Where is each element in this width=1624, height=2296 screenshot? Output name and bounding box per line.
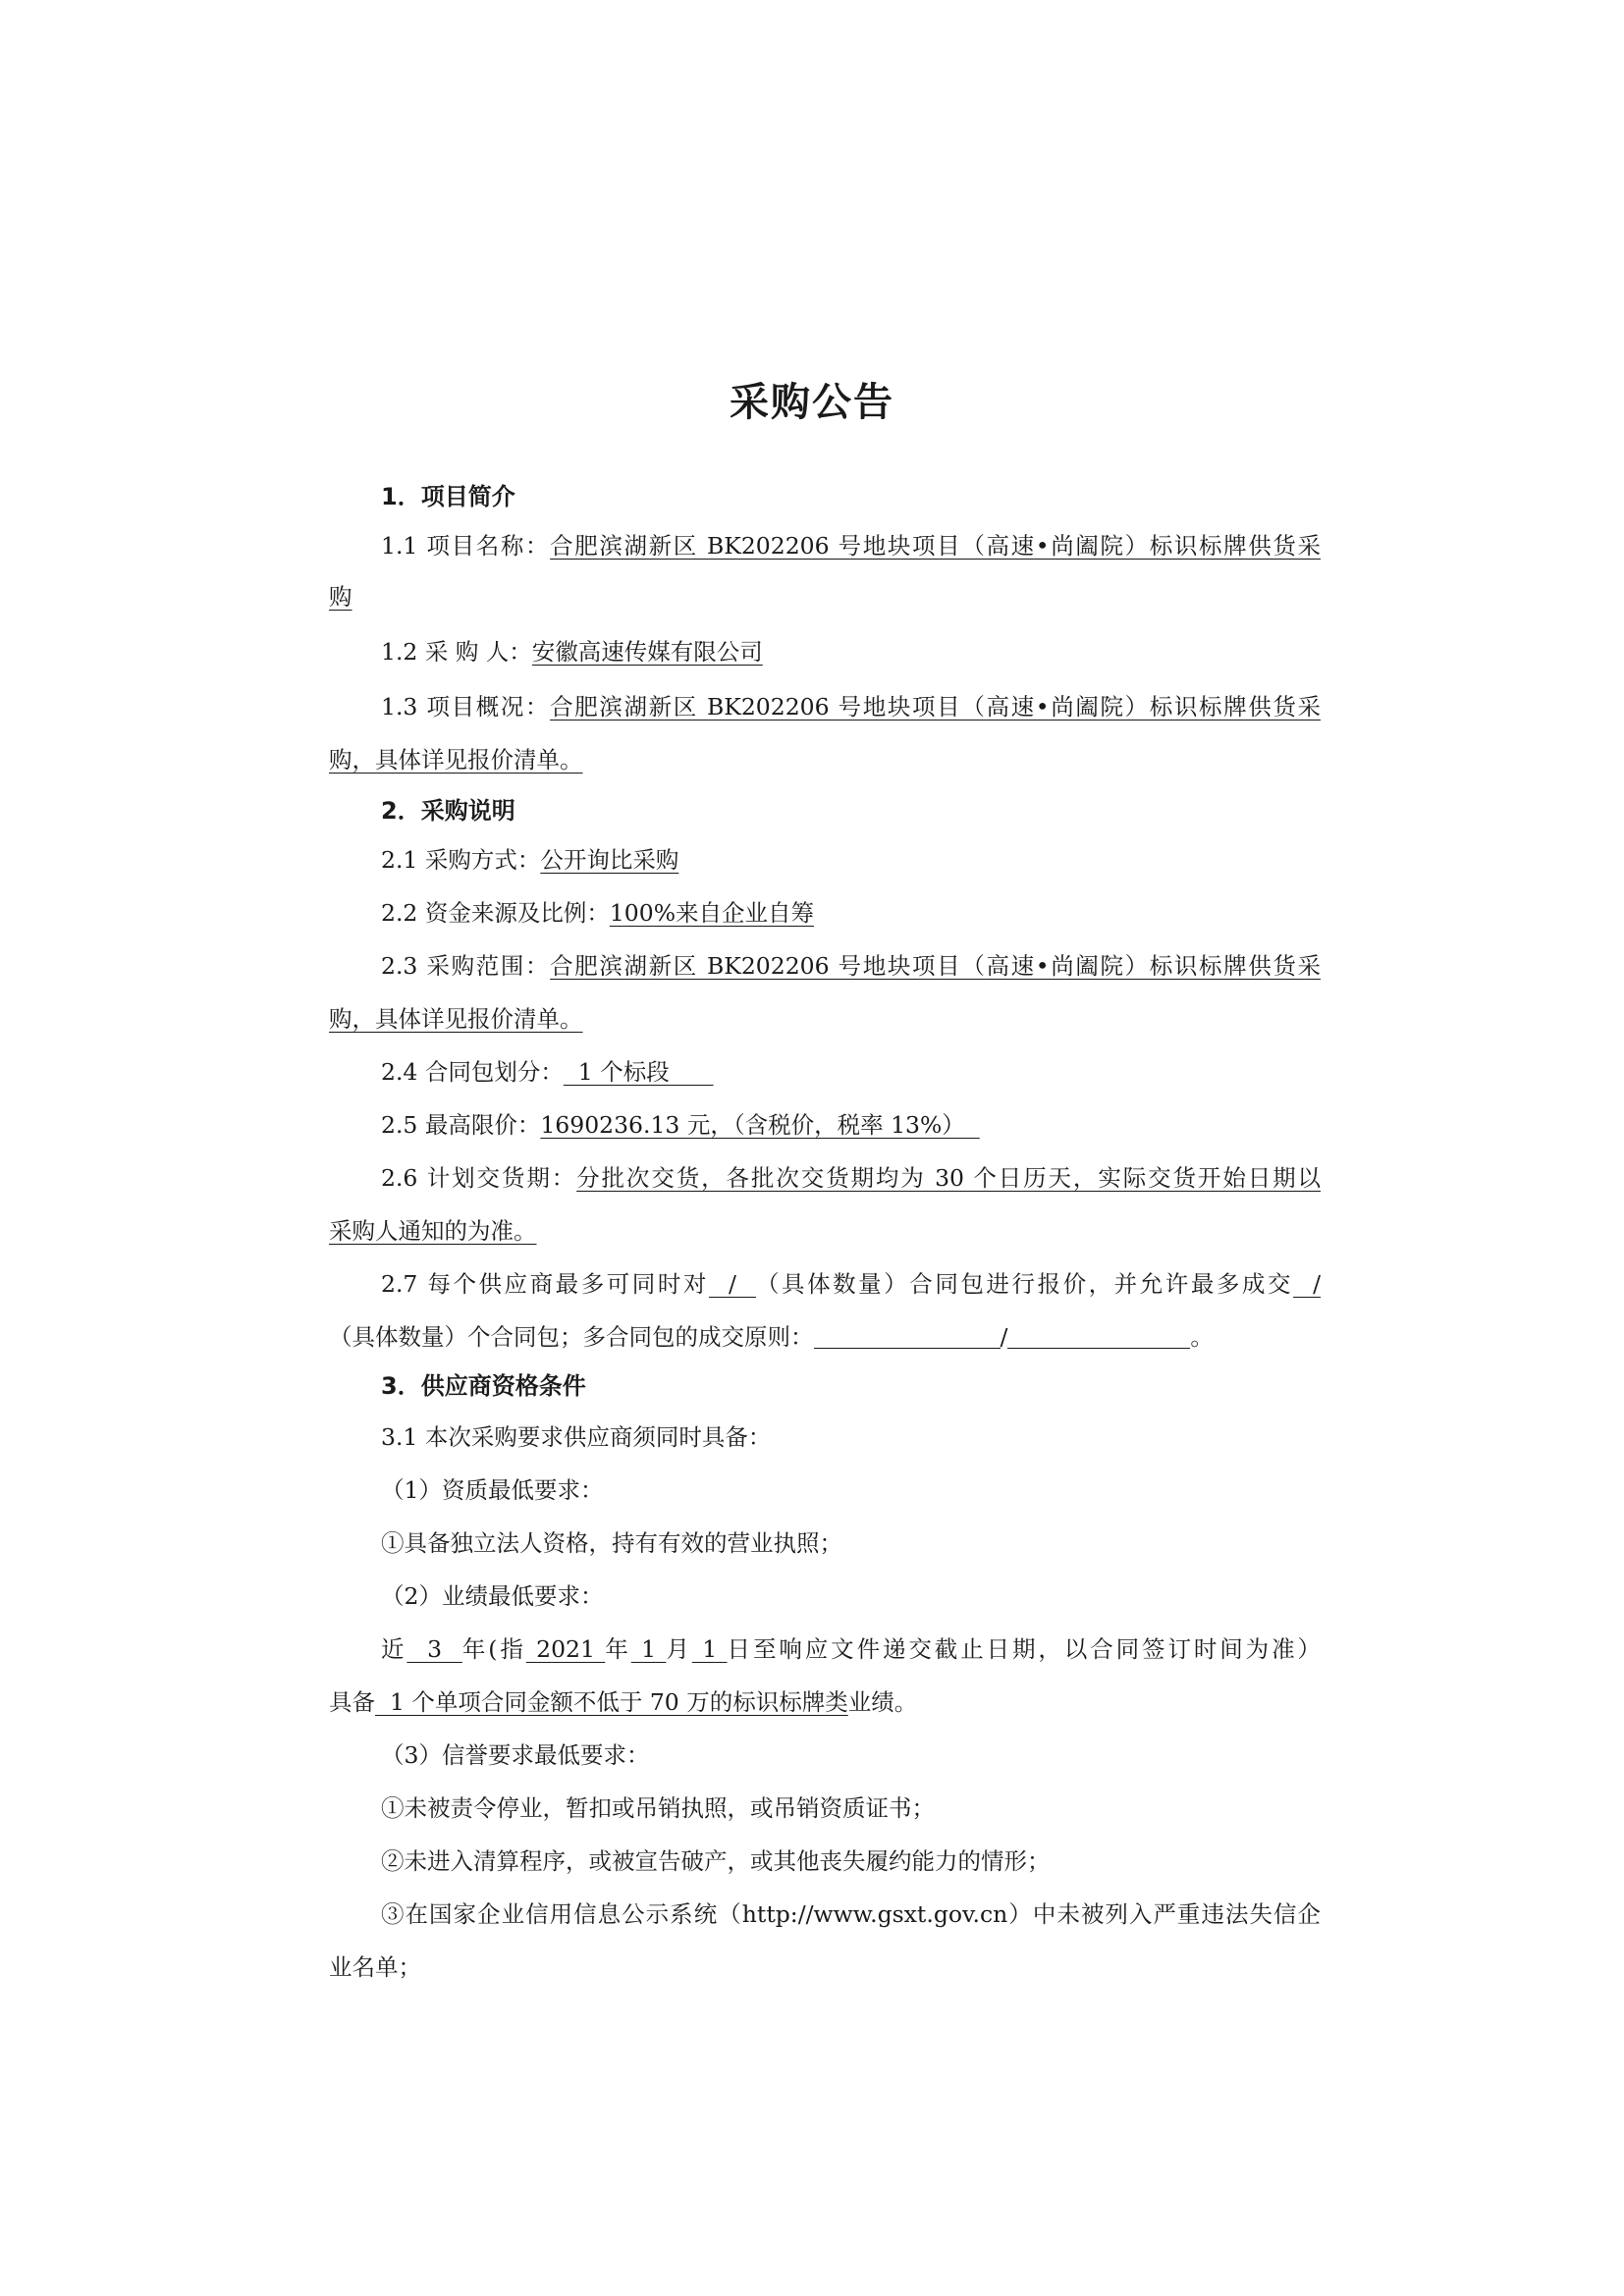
perf-requirement: 1 个单项合同金额不低于 70 万的标识标牌类: [375, 1688, 848, 1716]
section-3-heading: 3．供应商资格条件: [381, 1372, 586, 1400]
item-2-7-text-2: （具体数量）合同包进行报价，并允许最多成交: [755, 1270, 1294, 1298]
perf-day: 1: [691, 1635, 728, 1663]
item-1-1: [381, 528, 1321, 563]
item-2-5: [381, 1107, 1373, 1143]
perf-text-2: 年(指: [461, 1635, 526, 1663]
item-2-3-value: 合肥滨湖新区 BK202206 号地块项目（高速•尚阖院）标识标牌供货采: [550, 952, 1322, 980]
item-2-6-value-cont: 采购人通知的为准。: [329, 1217, 537, 1245]
item-1-3-label: 1.3 项目概况：: [381, 693, 551, 721]
item-2-3-cont: [329, 1001, 1321, 1037]
item-2-7-text-3: （具体数量）个合同包；多合同包的成交原则：: [329, 1323, 814, 1351]
credit-heading: （3）信誉要求最低要求：: [381, 1741, 650, 1769]
section-2-heading: 2．采购说明: [381, 797, 515, 825]
item-2-3-value-cont: 购，具体详见报价清单。: [329, 1005, 583, 1033]
item-2-7-quantity-1: /: [708, 1270, 756, 1298]
item-2-7-end: 。: [1190, 1323, 1214, 1351]
item-1-1-cont: [329, 579, 1321, 614]
qualification-item-1: ①具备独立法人资格，持有有效的营业执照；: [381, 1529, 842, 1557]
section-1-heading: 1．项目简介: [381, 483, 515, 510]
item-1-3: [381, 689, 1321, 724]
perf-text-7: 业绩。: [847, 1688, 918, 1716]
item-2-7-blank-2: [1007, 1324, 1190, 1349]
item-2-6-label: 2.6 计划交货期：: [381, 1164, 577, 1192]
item-1-1-value-cont: 购: [329, 583, 352, 611]
credit-item-2: ②未进入清算程序，或被宣告破产，或其他丧失履约能力的情形；: [381, 1847, 1051, 1875]
perf-text-4: 月: [666, 1635, 692, 1663]
item-2-7-text-1: 2.7 每个供应商最多可同时对: [381, 1270, 709, 1298]
perf-text-5: 日至响应文件递交截止日期，以合同签订时间为准）: [727, 1635, 1321, 1663]
item-2-7-quantity-2: /: [1293, 1270, 1322, 1298]
item-2-2-value: 100%来自企业自筹: [609, 899, 815, 927]
item-2-7-blank-1: [814, 1324, 1001, 1349]
credit-item-3: ③在国家企业信用信息公示系统（http://www.gsxt.gov.cn）中未被列入严重违法失信企: [381, 1900, 1321, 1928]
item-2-5-value: 1690236.13 元，（含税价，税率 13%）: [540, 1111, 980, 1139]
item-1-3-value-cont: 购，具体详见报价清单。: [329, 746, 583, 774]
item-1-2: [381, 634, 1373, 669]
perf-text-1: 近: [381, 1635, 407, 1663]
item-2-2: [381, 895, 1373, 931]
item-1-1-value: 合肥滨湖新区 BK202206 号地块项目（高速•尚阖院）标识标牌供货采: [550, 532, 1322, 560]
credit-item-1: ①未被责令停业，暂扣或吊销执照，或吊销资质证书；: [381, 1794, 935, 1822]
performance-line-2: [329, 1684, 1321, 1720]
perf-years: 3: [406, 1635, 462, 1663]
item-3-1: 3.1 本次采购要求供应商须同时具备：: [381, 1423, 772, 1451]
item-2-2-label: 2.2 资金来源及比例：: [381, 899, 610, 927]
item-2-1-value: 公开询比采购: [540, 846, 679, 874]
item-2-7-cont: [329, 1319, 1321, 1355]
item-2-1: [381, 842, 1373, 878]
item-1-2-value: 安徽高速传媒有限公司: [531, 638, 763, 666]
item-2-4-label: 2.4 合同包划分：: [381, 1058, 564, 1086]
perf-year: 2021: [525, 1635, 606, 1663]
item-1-2-label: 1.2 采 购 人：: [381, 638, 532, 666]
item-2-4: [381, 1054, 1373, 1090]
item-2-1-label: 2.1 采购方式：: [381, 846, 541, 874]
item-1-3-value: 合肥滨湖新区 BK202206 号地块项目（高速•尚阖院）标识标牌供货采: [550, 693, 1322, 721]
performance-heading: （2）业绩最低要求：: [381, 1582, 604, 1610]
perf-text-6: 具备: [329, 1688, 375, 1716]
item-2-7-separator: /: [1000, 1323, 1008, 1351]
perf-month: 1: [630, 1635, 667, 1663]
item-2-4-value: 1 个标段: [563, 1058, 714, 1086]
perf-text-3: 年: [605, 1635, 631, 1663]
item-2-6-cont: [329, 1213, 1321, 1249]
qualification-heading: （1）资质最低要求：: [381, 1476, 604, 1504]
credit-item-3-cont: 业名单；: [329, 1953, 421, 1981]
page-title: 采购公告: [730, 380, 894, 425]
item-2-7: [381, 1266, 1321, 1302]
item-2-3: [381, 948, 1321, 984]
item-2-3-label: 2.3 采购范围：: [381, 952, 551, 980]
item-2-6: [381, 1160, 1321, 1196]
item-2-5-label: 2.5 最高限价：: [381, 1111, 541, 1139]
performance-line-1: [381, 1631, 1321, 1667]
item-1-1-label: 1.1 项目名称：: [381, 532, 551, 560]
item-1-3-cont: [329, 742, 1321, 777]
item-2-6-value: 分批次交货，各批次交货期均为 30 个日历天，实际交货开始日期以: [576, 1164, 1322, 1192]
